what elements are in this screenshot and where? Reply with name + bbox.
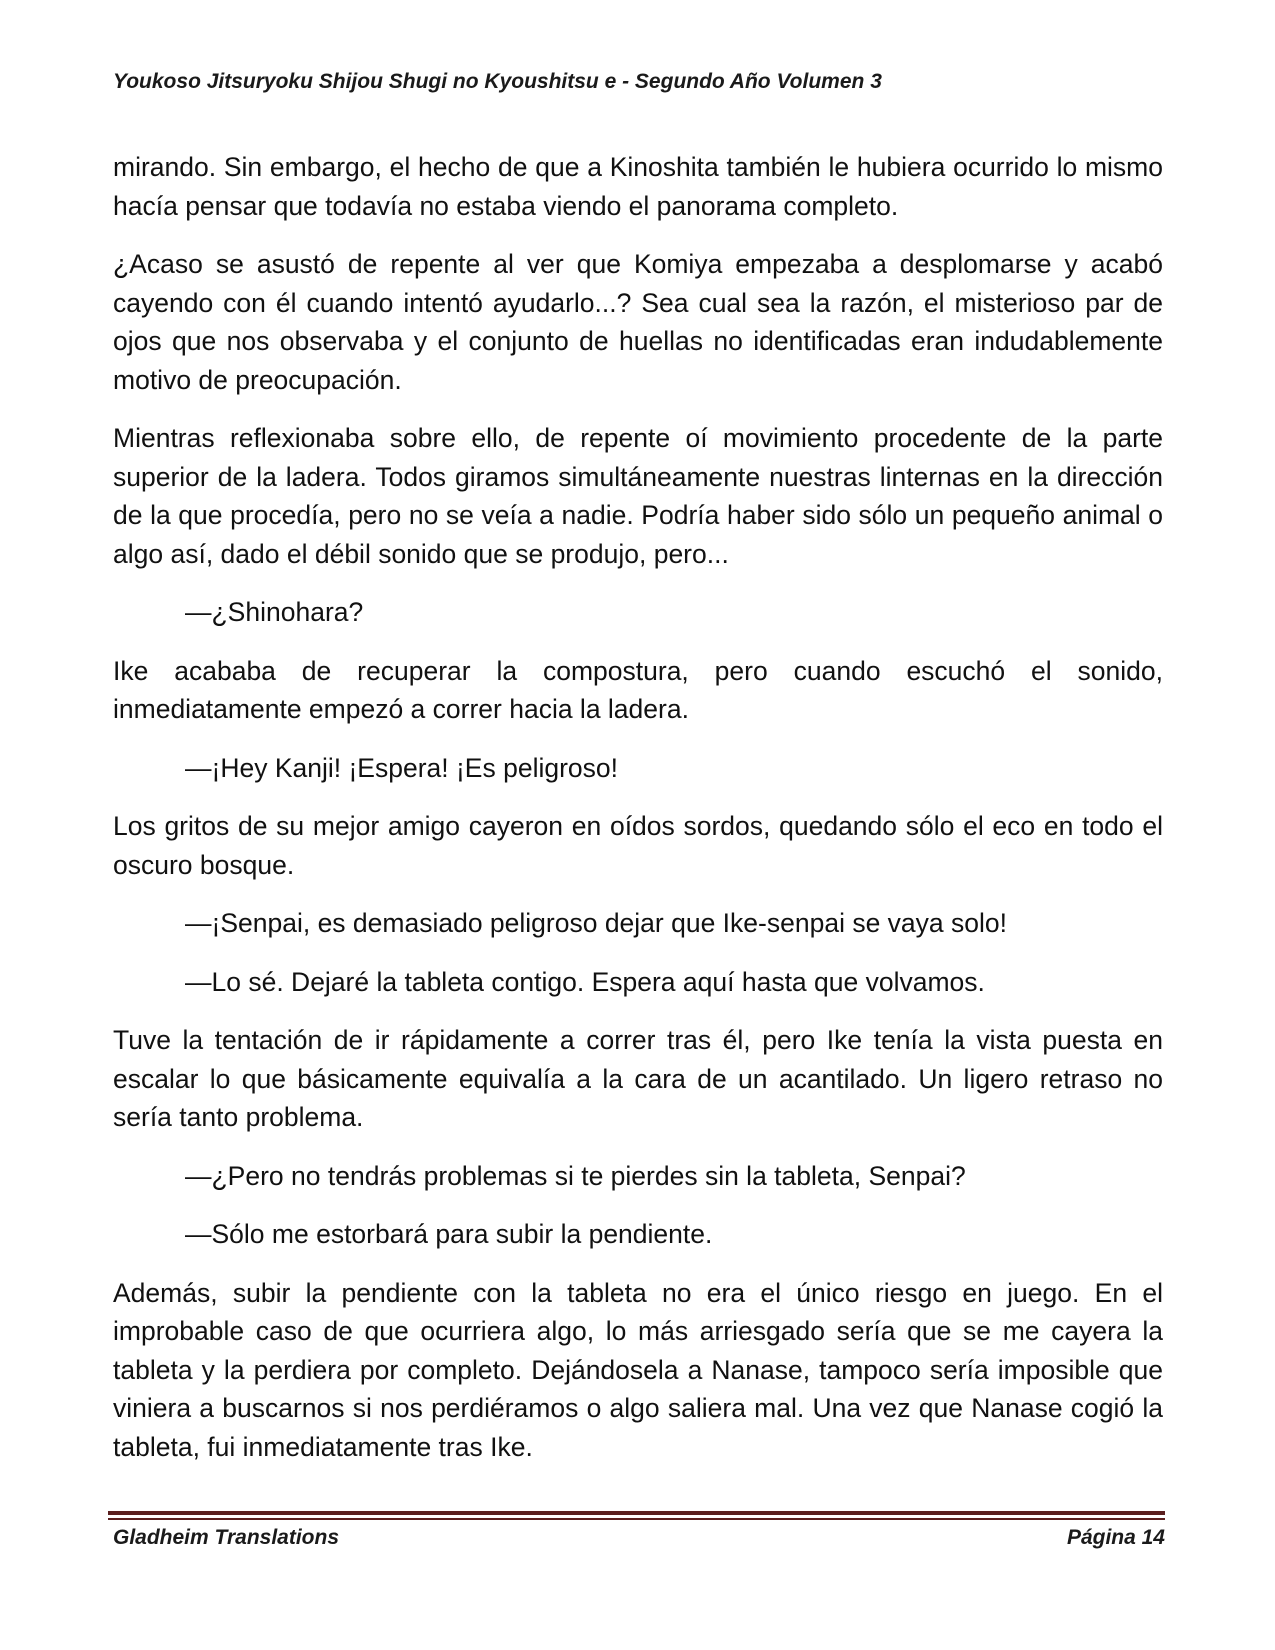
dialogue-line: —Lo sé. Dejaré la tableta contigo. Espera aquí hasta que volvamos.: [185, 966, 985, 997]
paragraph: ¿Acaso se asustó de repente al ver que Komiya empezaba a desplomarse y acabó cayendo con él cuando intentó ayudarlo...? Sea cual sea la razón, el misterioso par de ojos que nos observaba y el conjunto de huellas no identificadas eran indudablemente motivo de preocupación.: [113, 249, 1163, 395]
page-number: Página 14: [1066, 1526, 1165, 1549]
dialogue-line: —¡Hey Kanji! ¡Espera! ¡Es peligroso!: [185, 752, 618, 783]
dialogue-line: —¡Senpai, es demasiado peligroso dejar que Ike-senpai se vaya solo!: [185, 908, 1007, 938]
paragraph: Tuve la tentación de ir rápidamente a correr tras él, pero Ike tenía la vista puesta en escalar lo que básicamente equivalía a la cara de un acantilado. Un ligero retraso no sería tanto problema.: [113, 1025, 1163, 1132]
paragraph: Los gritos de su mejor amigo cayeron en oídos sordos, quedando sólo el eco en todo el oscuro bosque.: [113, 811, 1163, 880]
paragraph: Ike acababa de recuperar la compostura, pero cuando escuchó el sonido, inmediatamente empezó a correr hacia la ladera.: [113, 655, 1163, 724]
footer-rule-thin: [108, 1518, 1165, 1520]
footer-rule-thick: [108, 1511, 1165, 1515]
page-header: Youkoso Jitsuryoku Shijou Shugi no Kyoushitsu e - Segundo Año Volumen 3: [113, 70, 882, 93]
dialogue-line: —¿Shinohara?: [185, 597, 364, 627]
paragraph: mirando. Sin embargo, el hecho de que a Kinoshita también le hubiera ocurrido lo mismo hacía pensar que todavía no estaba viendo el panorama completo.: [113, 152, 1163, 221]
dialogue-line: —Sólo me estorbará para subir la pendiente.: [185, 1219, 713, 1249]
page-body: [113, 148, 1163, 1486]
paragraph: Además, subir la pendiente con la tableta no era el único riesgo en juego. En el improbable caso de que ocurriera algo, lo más arriesgado sería que se me cayera la tableta y la perdiera por completo. Dejándosela a Nanase, tampoco sería imposible que viniera a buscarnos si nos perdiéramos o algo saliera mal. Una vez que Nanase cogió la tableta, fui inmediatamente tras Ike.: [113, 1277, 1163, 1462]
paragraph: Mientras reflexionaba sobre ello, de repente oí movimiento procedente de la parte superior de la ladera. Todos giramos simultáneamente nuestras linternas en la dirección de la que procedía, pero no se veía a nadie. Podría haber sido sólo un pequeño animal o algo así, dado el débil sonido que se produjo, pero...: [113, 423, 1163, 569]
footer-publisher: Gladheim Translations: [113, 1526, 340, 1549]
dialogue-line: —¿Pero no tendrás problemas si te pierdes sin la tableta, Senpai?: [185, 1160, 966, 1191]
